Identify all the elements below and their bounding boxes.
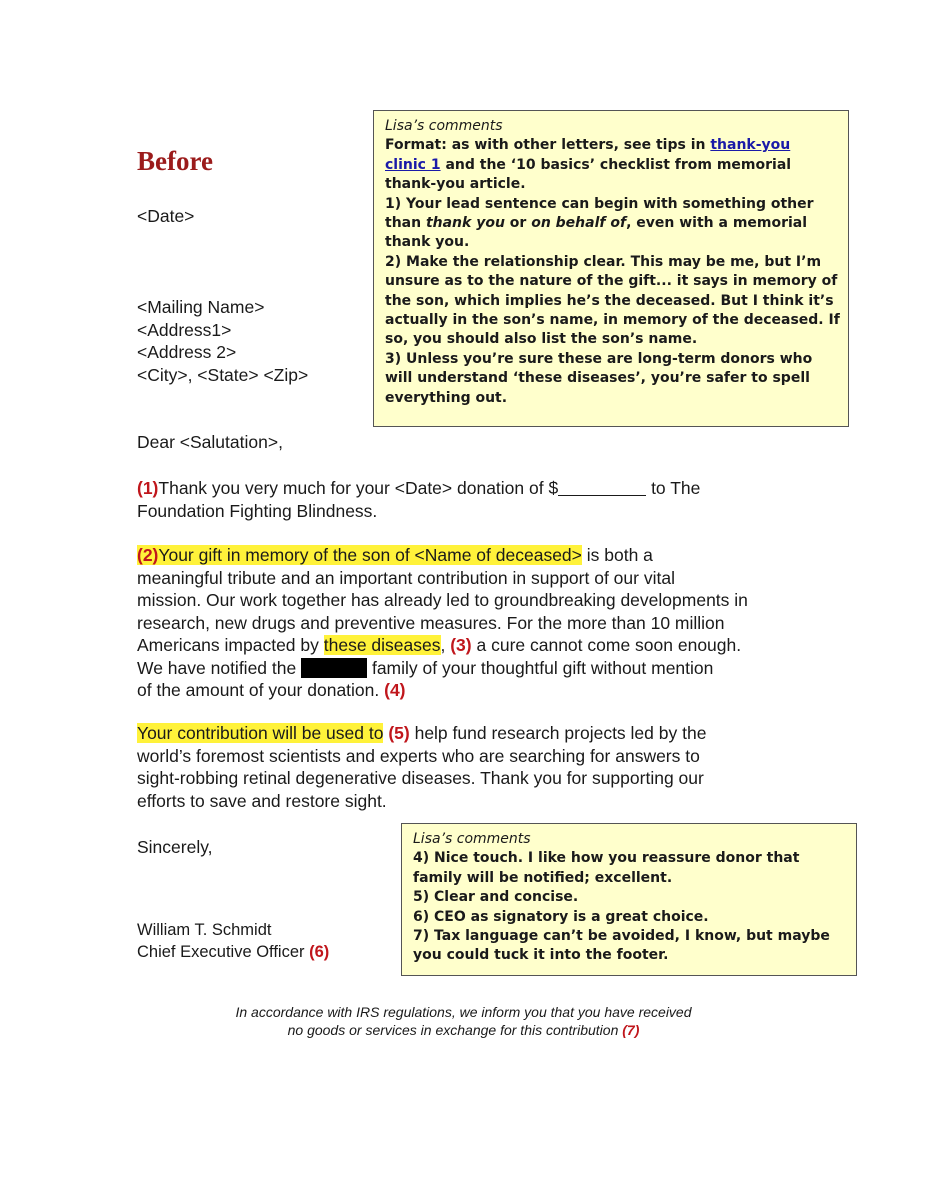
comment-box-bottom: [401, 823, 857, 976]
comment-title: Lisa’s comments: [413, 831, 531, 847]
comment-line: thank-you article.: [385, 176, 526, 193]
address-block: [137, 296, 308, 386]
note-marker-3: (3): [450, 635, 472, 655]
comment-line: the son, which implies he’s the deceased. But I think it’s: [385, 292, 834, 309]
address-line: <Address1>: [137, 319, 232, 340]
salutation: Dear <Salutation>,: [137, 432, 283, 452]
amount-blank: [558, 479, 646, 496]
comment-title: Lisa’s comments: [385, 118, 503, 134]
comment-line: everything out.: [385, 389, 508, 406]
signer-title: Chief Executive Officer (6): [137, 943, 330, 961]
address-line: <Address 2>: [137, 342, 237, 362]
thank-you-clinic-link[interactable]: thank-you: [710, 137, 791, 154]
comment-line: 1) Your lead sentence can begin with something other: [385, 195, 814, 212]
comment-line: 5) Clear and concise.: [413, 889, 579, 906]
page-heading: Before: [137, 146, 213, 176]
note-marker-6: (6): [309, 943, 330, 961]
comment-line: than thank you or on behalf of, even with a memorial: [385, 215, 808, 232]
comment-line: family will be notified; excellent.: [413, 869, 673, 886]
signer-name: William T. Schmidt: [137, 921, 272, 939]
signature-block: [137, 919, 329, 963]
paragraph-1: (1)Thank you very much for your <Date> donation of $ to The Foundation Fighting Blindness.: [137, 478, 701, 521]
note-marker-5: (5): [388, 723, 410, 743]
letter-date: <Date>: [137, 206, 195, 226]
note-marker-1: (1): [137, 478, 159, 498]
highlight-diseases: these diseases: [323, 635, 441, 655]
address-line: <Mailing Name>: [137, 297, 265, 317]
comment-line: so, you should also list the son’s name.: [385, 331, 698, 348]
comment-line: actually in the son’s name, in memory of the deceased. If: [385, 312, 840, 329]
note-marker-7: (7): [622, 1022, 640, 1038]
comment-box-top: [373, 110, 849, 427]
note-marker-4: (4): [384, 680, 406, 700]
comment-line: you could tuck it into the footer.: [413, 947, 669, 964]
closing: Sincerely,: [137, 837, 213, 857]
comment-line: 3) Unless you’re sure these are long-term donors who: [385, 350, 813, 367]
comment-line: will understand ‘these diseases’, you’re safer to spell: [385, 370, 810, 387]
highlight-gift: Your gift in memory of the son of <Name of deceased>: [158, 545, 582, 565]
thank-you-clinic-link-cont[interactable]: clinic 1: [385, 156, 441, 173]
comment-line: Format: as with other letters, see tips in thank-you: [385, 137, 791, 154]
comment-line: unsure as to the nature of the gift... it says in memory of: [385, 273, 838, 290]
comment-line: clinic 1 and the ‘10 basics’ checklist from memorial: [385, 156, 792, 173]
redacted-name: [301, 658, 367, 678]
note-marker-2: (2): [137, 545, 159, 565]
comment-line: thank you.: [385, 234, 470, 251]
comment-line: 2) Make the relationship clear. This may be me, but I’m: [385, 253, 822, 270]
paragraph-3: Your contribution will be used to (5) help fund research projects led by the world’s foremost scientists and experts who are searching for answers to sight-robbing retinal degenerative diseases. Thank you for supporting our efforts to save and restore sight.: [137, 723, 707, 811]
comment-line: 7) Tax language can’t be avoided, I know, but maybe: [413, 928, 830, 945]
comment-line: 4) Nice touch. I like how you reassure donor that: [413, 850, 800, 867]
highlight-contribution: Your contribution will be used to: [137, 723, 384, 743]
tax-footer: In accordance with IRS regulations, we inform you that you have received no goods or services in exchange for this contribution (7): [235, 1004, 692, 1038]
address-line: <City>, <State> <Zip>: [137, 364, 309, 385]
comment-line: 6) CEO as signatory is a great choice.: [413, 908, 709, 925]
paragraph-2: (2)Your gift in memory of the son of <Name of deceased> is both a meaningful tribute and an important contribution in support of our vital mission. Our work together has already led to groundbreaking developments in research, new drugs and preventive measures. For the more than 10 million Americans impacted by these diseases, (3) a cure cannot come soon enough. We have notified the family of your thoughtful gift without mention of the amount of your donation. (4): [137, 545, 748, 700]
